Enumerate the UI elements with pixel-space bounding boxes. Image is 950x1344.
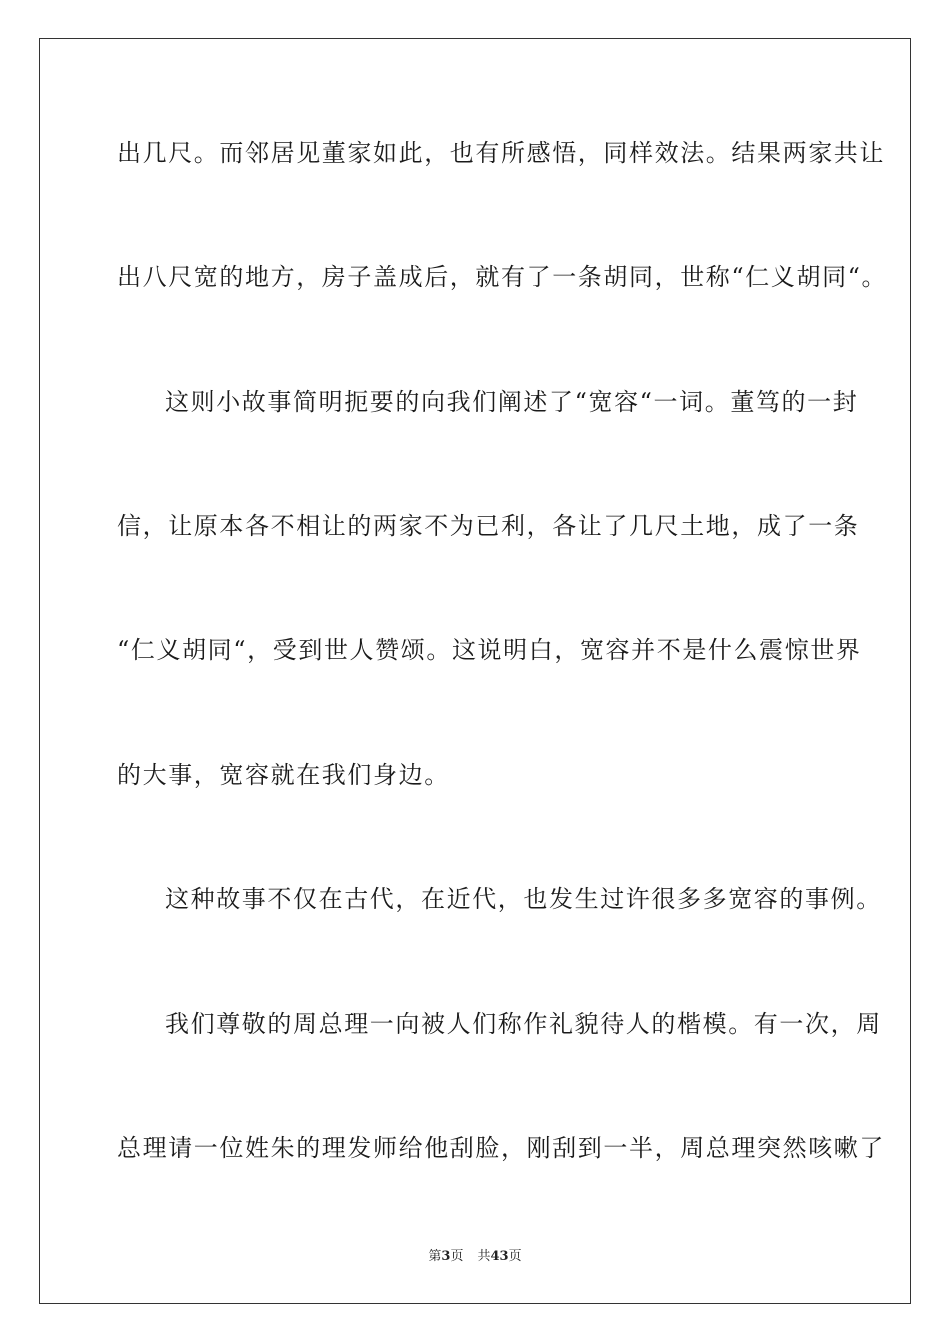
page-footer [0,1248,950,1266]
page-prefix: 第 [428,1249,442,1264]
body-text-line: 出几尺。而邻居见董家如此，也有所感悟，同样效法。结果两家共让 [117,139,885,167]
body-text-line: 出八尺宽的地方，房子盖成后，就有了一条胡同，世称“仁义胡同“。 [117,263,888,291]
body-text-line: 的大事，宽容就在我们身边。 [117,761,450,789]
paragraph-first-line: 这种故事不仅在古代，在近代，也发生过许很多多宽容的事例。 [165,885,882,913]
page-suffix: 页 [450,1249,464,1264]
paragraph-first-line: 我们尊敬的周总理一向被人们称作礼貌待人的楷模。有一次，周 [165,1010,882,1038]
paragraph-first-line: 这则小故事简明扼要的向我们阐述了“宽容“一词。董笃的一封 [165,388,859,416]
body-text-line: “仁义胡同“，受到世人赞颂。这说明白，宽容并不是什么震惊世界 [117,636,862,664]
total-pages: 43 [490,1249,509,1264]
page-number: 3 [441,1249,451,1264]
body-text-line: 总理请一位姓朱的理发师给他刮脸，刚刮到一半，周总理突然咳嗽了 [117,1134,885,1162]
total-prefix: 共 [477,1249,491,1264]
page-border [39,38,911,1304]
total-suffix: 页 [508,1249,522,1264]
body-text-line: 信，让原本各不相让的两家不为已利，各让了几尺土地，成了一条 [117,512,860,540]
